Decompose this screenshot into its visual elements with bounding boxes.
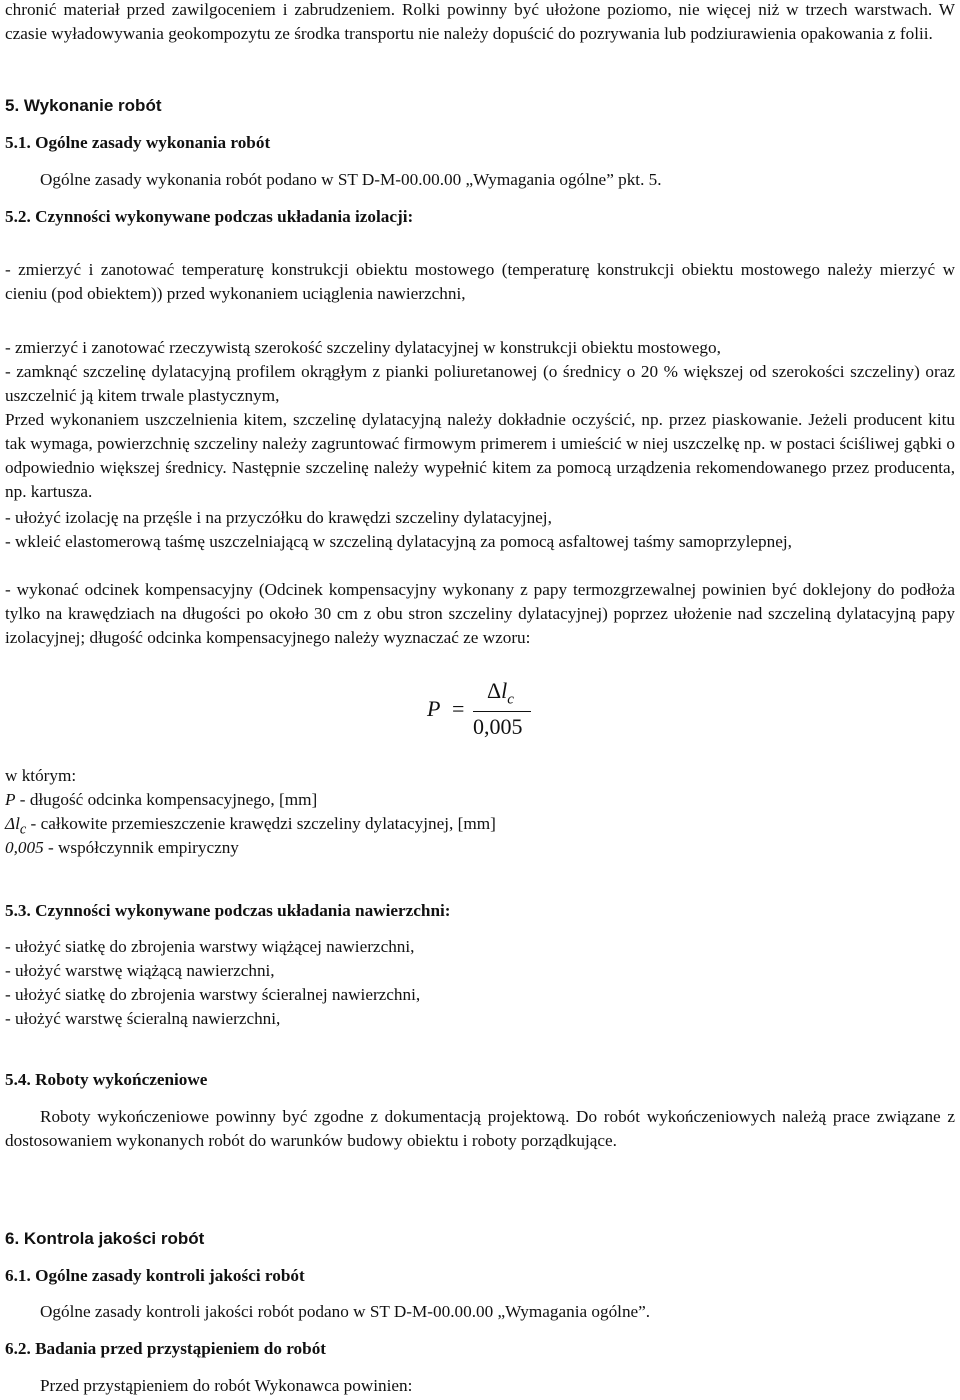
- section-5-3-item-3: - ułożyć siatkę do zbrojenia warstwy ścieralnej nawierzchni,: [5, 985, 421, 1004]
- section-5-4-text: Roboty wykończeniowe powinny być zgodne z dokumentacją projektową. Do robót wykończeniowych należą prace związane z dostosowaniem wykonanych robót do warunków budowy obiektu i roboty porządkujące.: [5, 1107, 955, 1150]
- section-5-2-item-1: - zmierzyć i zanotować temperaturę konstrukcji obiektu mostowego (temperaturę konstrukcji obiektu mostowego należy mierzyć w cieniu (pod obiektem)) przed wykonaniem uciąglenia nawierzchni,: [5, 260, 955, 303]
- fraction-bar: [473, 711, 531, 712]
- section-5-heading: 5. Wykonanie robót: [5, 96, 162, 115]
- section-5-2-heading: 5.2. Czynności wykonywane podczas układania izolacji:: [5, 207, 414, 226]
- section-5-2-item-2: - zmierzyć i zanotować rzeczywistą szerokość szczeliny dylatacyjnej w konstrukcji obiektu mostowego,: [5, 338, 721, 357]
- formula-equals: =: [452, 696, 465, 721]
- section-6-1-text: Ogólne zasady kontroli jakości robót podano w ST D-M-00.00.00 „Wymagania ogólne”.: [40, 1302, 651, 1321]
- section-5-3-heading: 5.3. Czynności wykonywane podczas układania nawierzchni:: [5, 901, 451, 920]
- section-5-2-item-4: - ułożyć izolację na przęśle i na przyczółku do krawędzi szczeliny dylatacyjnej,: [5, 508, 552, 527]
- section-5-2-item-5: - wkleić elastomerową taśmę uszczelniającą w szczeliną dylatacyjną za pomocą asfaltowej taśmy samoprzylepnej,: [5, 532, 792, 551]
- section-5-3-item-4: - ułożyć warstwę ścieralną nawierzchni,: [5, 1009, 281, 1028]
- section-5-4-heading: 5.4. Roboty wykończeniowe: [5, 1070, 208, 1089]
- section-6-heading: 6. Kontrola jakości robót: [5, 1229, 205, 1248]
- section-5-2-item-3: - zamknąć szczelinę dylatacyjną profilem okrągłym z pianki poliuretanowej (o średnicy o 20 % większej od szerokości szczeliny) oraz uszczelnić ją kitem trwale plastycznym,: [5, 362, 955, 405]
- section-6-1-heading: 6.1. Ogólne zasady kontroli jakości robót: [5, 1266, 305, 1285]
- formula-denominator: 0,005: [473, 714, 523, 739]
- compensation-formula: [425, 678, 585, 748]
- section-5-2-item-6: - wykonać odcinek kompensacyjny (Odcinek kompensacyjny wykonany z papy termozgrzewalnej powinien być doklejony do podłoża tylko na krawędziach na długości po około 30 cm z obu stron szczeliny dylatacyjnej) poprzez ułożenie nad szczeliną dylatacyjną papy izolacyjnej; długość odcinka kompensacyjnego należy wyznaczać ze wzoru:: [5, 580, 955, 647]
- section-5-3-item-1: - ułożyć siatkę do zbrojenia warstwy wiążącej nawierzchni,: [5, 937, 415, 956]
- section-6-2-text: Przed przystąpieniem do robót Wykonawca powinien:: [40, 1376, 413, 1395]
- definition-delta-l: $\Delta l_c$ - całkowite przemieszczenie krawędzi szczeliny dylatacyjnej, [mm]: [5, 814, 496, 838]
- definition-coefficient: 0,005 - współczynnik empiryczny: [5, 838, 239, 857]
- section-5-2-paragraph: Przed wykonaniem uszczelnienia kitem, szczelinę dylatacyjną należy dokładnie oczyścić, np. przez piaskowanie. Jeżeli producent kitu tak wymaga, powierzchnię szczeliny należy zagruntować firmowym primerem i umieścić w niej uszczelkę np. w postaci ściśliwej gąbki o odpowiednio większej średnicy. Następnie szczelinę należy wypełnić kitem za pomocą urządzenia rekomendowanego przez producenta, np. kartusza.: [5, 410, 955, 501]
- formula-lhs: P: [427, 696, 441, 721]
- formula-numerator: $\Delta l_c$: [487, 678, 514, 708]
- intro-paragraph: chronić materiał przed zawilgoceniem i zabrudzeniem. Rolki powinny być ułożone poziomo, nie więcej niż w trzech warstwach. W czasie wyładowywania geokompozytu ze środka transportu nie należy dopuścić do pozrywania lub podziurawienia opakowania z folii.: [5, 0, 955, 43]
- section-6-2-heading: 6.2. Badania przed przystąpieniem do robót: [5, 1339, 327, 1358]
- section-5-1-text: Ogólne zasady wykonania robót podano w ST D-M-00.00.00 „Wymagania ogólne” pkt. 5.: [40, 170, 662, 189]
- section-5-3-item-2: - ułożyć warstwę wiążącą nawierzchni,: [5, 961, 275, 980]
- definition-p: P - długość odcinka kompensacyjnego, [mm]: [5, 790, 318, 809]
- section-5-1-heading: 5.1. Ogólne zasady wykonania robót: [5, 133, 271, 152]
- where-label: w którym:: [5, 766, 77, 785]
